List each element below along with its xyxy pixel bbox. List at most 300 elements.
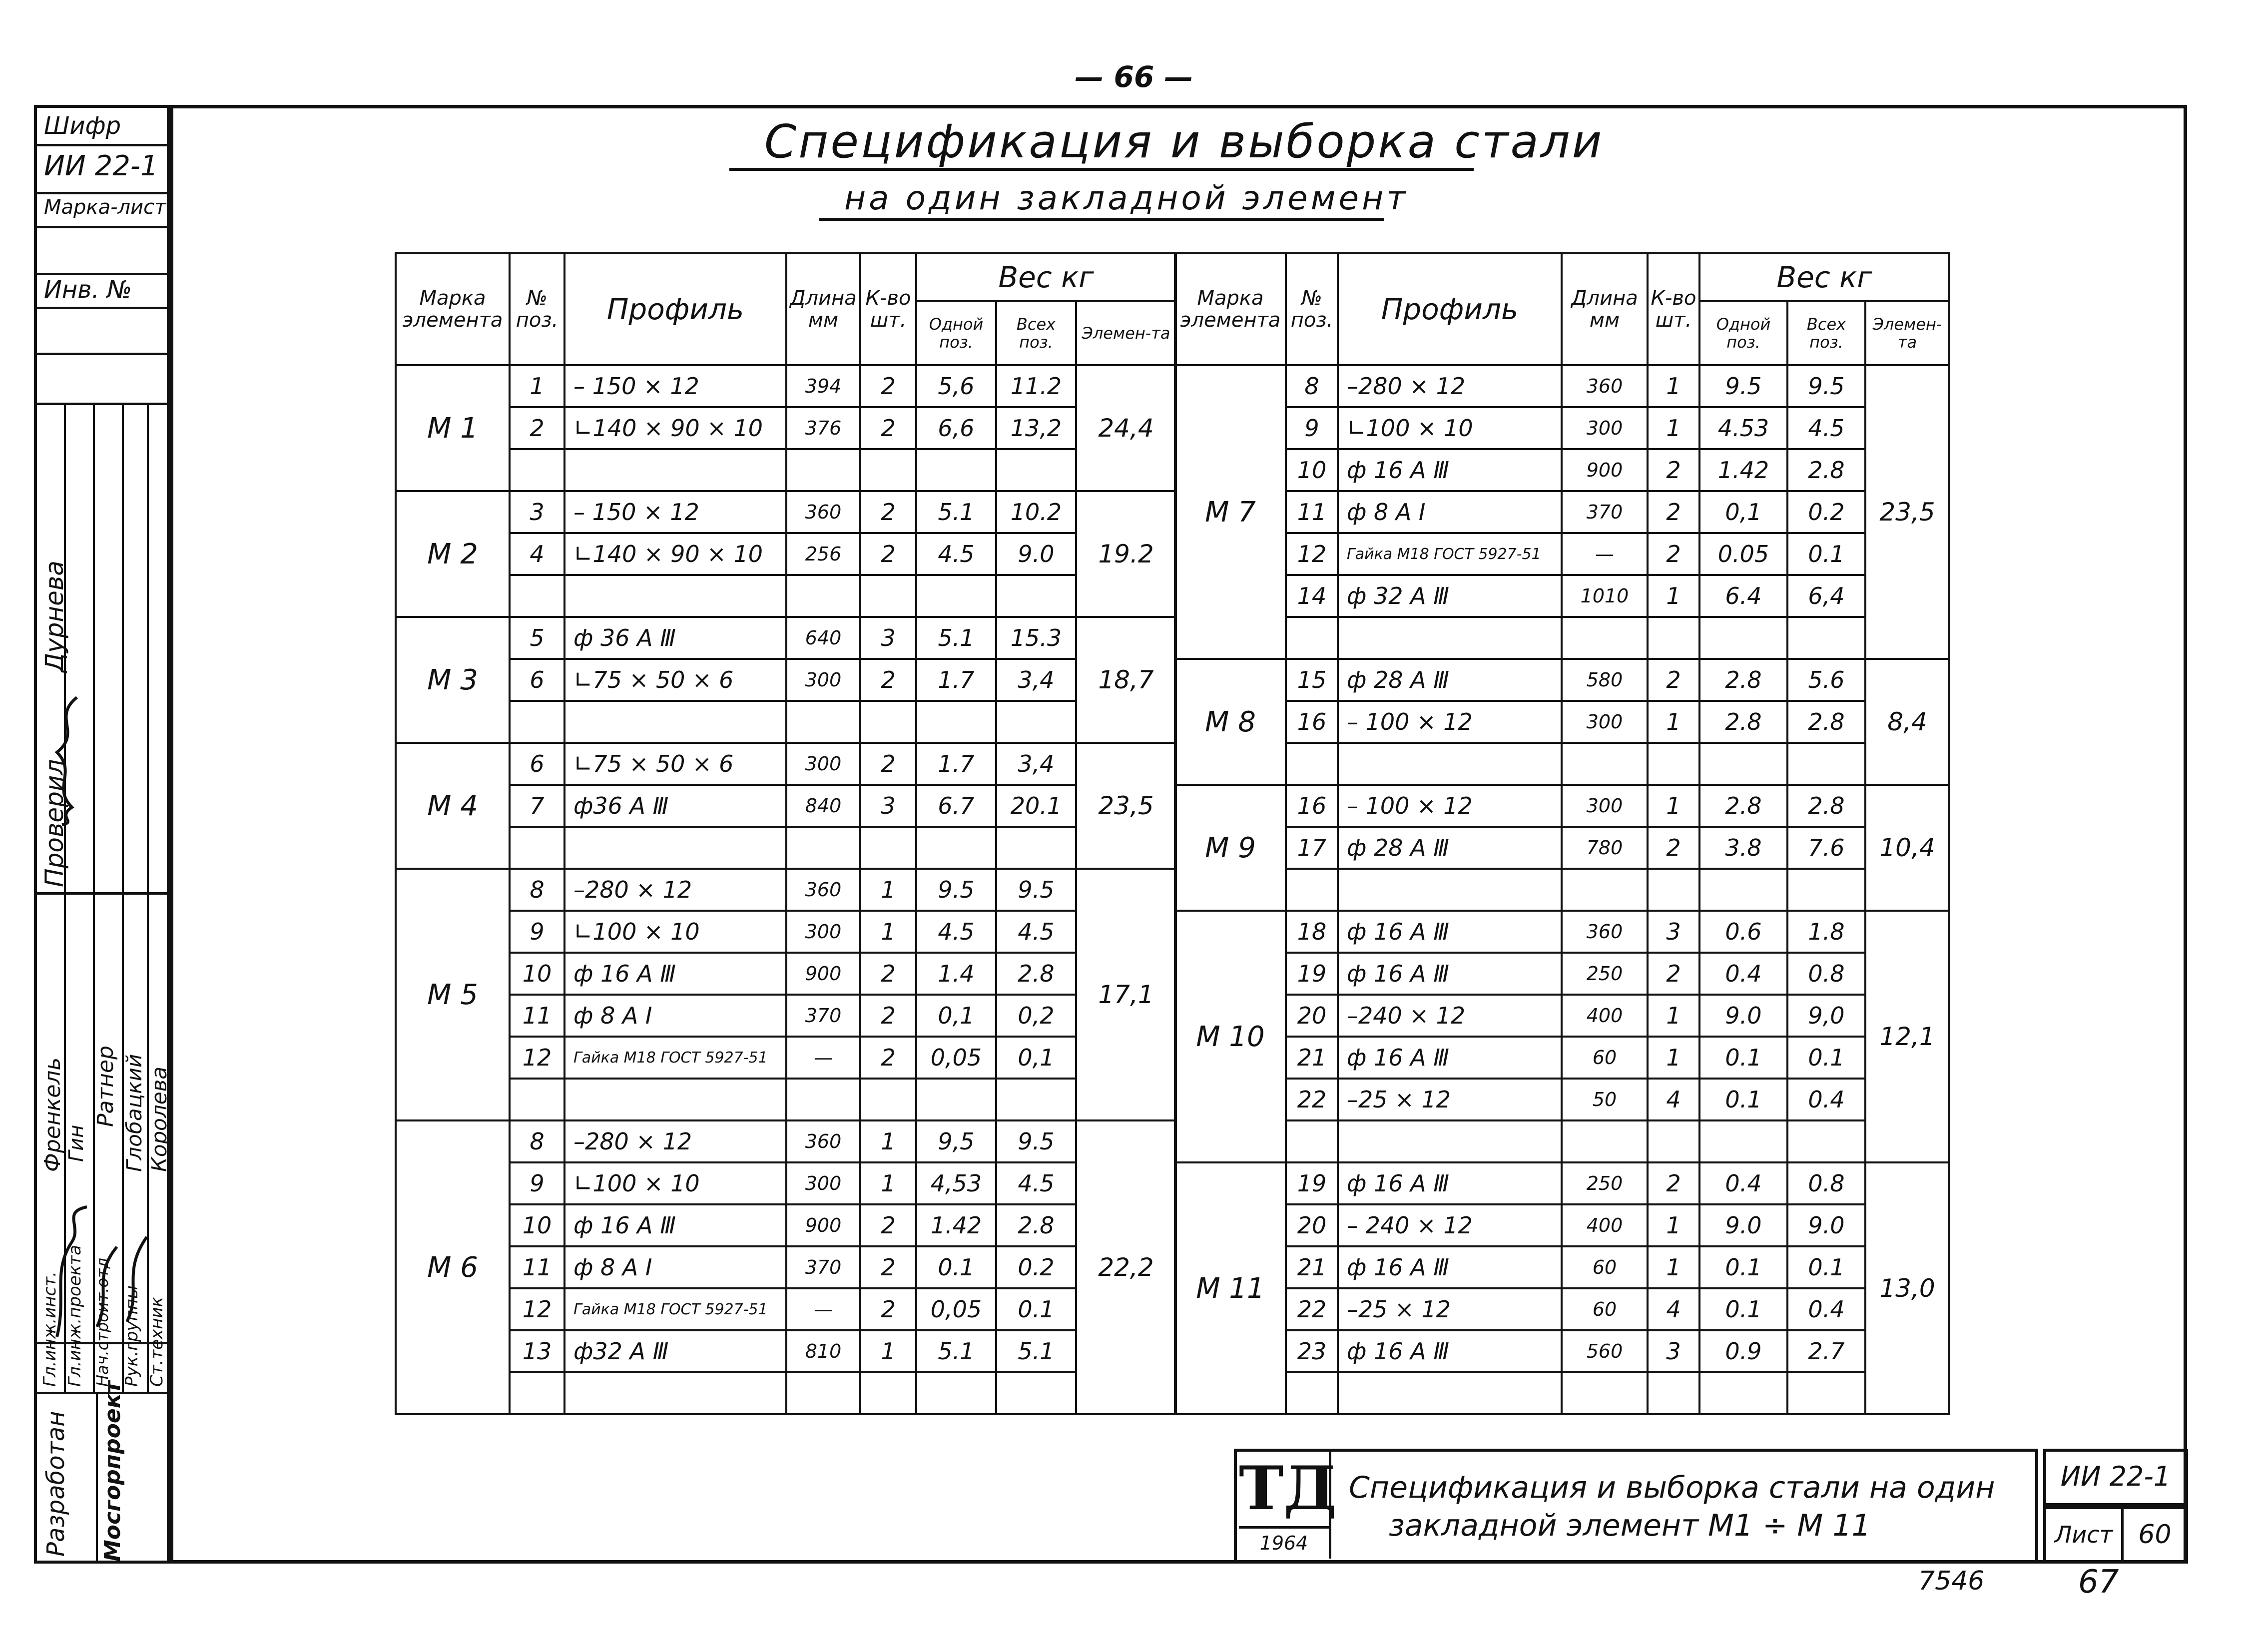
inventory-label: Инв. № bbox=[44, 276, 132, 304]
length-cell: 560 bbox=[1562, 1330, 1648, 1372]
weight-all-cell: 0.8 bbox=[1787, 1162, 1865, 1204]
table-row-blank bbox=[396, 449, 1176, 491]
table-row bbox=[396, 617, 1176, 659]
empty-cell bbox=[1338, 1372, 1562, 1414]
length-cell: 360 bbox=[1562, 365, 1648, 407]
empty-cell bbox=[860, 827, 916, 869]
weight-one-cell: 0.6 bbox=[1699, 911, 1787, 953]
weight-one-cell: 6.7 bbox=[916, 785, 996, 827]
length-cell: 580 bbox=[1562, 659, 1648, 701]
weight-all-cell: 0.4 bbox=[1787, 1288, 1865, 1330]
sheet-label: Лист bbox=[2046, 1509, 2124, 1561]
element-mark: М 7 bbox=[1175, 365, 1286, 659]
length-cell: 360 bbox=[786, 1120, 860, 1162]
empty-cell bbox=[1338, 1120, 1562, 1162]
position-number: 19 bbox=[1286, 1162, 1338, 1204]
empty-cell bbox=[1562, 617, 1648, 659]
weight-all-cell: 4.5 bbox=[996, 1162, 1076, 1204]
length-cell: 300 bbox=[786, 743, 860, 785]
quantity-cell: 3 bbox=[1648, 911, 1699, 953]
profile-cell: ∟100 × 10 bbox=[564, 911, 786, 953]
sheet-value: 60 bbox=[2138, 1520, 2172, 1550]
developed-label: Разработан bbox=[42, 1411, 70, 1557]
quantity-cell: 2 bbox=[860, 491, 916, 533]
weight-all-cell: 4.5 bbox=[1787, 407, 1865, 449]
weight-all-cell: 9,0 bbox=[1787, 995, 1865, 1037]
weight-all-cell: 9.5 bbox=[996, 869, 1076, 911]
length-cell: 640 bbox=[786, 617, 860, 659]
weight-all-cell: 10.2 bbox=[996, 491, 1076, 533]
weight-all-cell: 0.8 bbox=[1787, 953, 1865, 995]
table-row bbox=[396, 743, 1176, 785]
empty-cell bbox=[1787, 617, 1865, 659]
profile-cell: Гайка М18 ГОСТ 5927-51 bbox=[1338, 533, 1562, 575]
page-number: — 66 — bbox=[1075, 60, 1193, 94]
empty-cell bbox=[1699, 1120, 1787, 1162]
empty-cell bbox=[510, 701, 564, 743]
position-number: 4 bbox=[510, 533, 564, 575]
position-number: 8 bbox=[510, 869, 564, 911]
quantity-cell: 1 bbox=[1648, 785, 1699, 827]
empty-cell bbox=[860, 701, 916, 743]
archive-number: 7546 bbox=[1918, 1566, 1985, 1596]
table-row bbox=[396, 533, 1176, 575]
header-weight-element: Элемен-та bbox=[1865, 301, 1949, 365]
position-number: 10 bbox=[510, 1204, 564, 1246]
profile-cell: ф 8 А Ⅰ bbox=[564, 1246, 786, 1288]
header-weight-element: Элемен-та bbox=[1076, 301, 1176, 365]
table-row bbox=[396, 1330, 1176, 1372]
name-koroleva: Королева bbox=[147, 1066, 171, 1172]
quantity-cell: 2 bbox=[1648, 953, 1699, 995]
empty-cell bbox=[1338, 869, 1562, 911]
element-total: 13,0 bbox=[1865, 1162, 1949, 1414]
weight-one-cell: 3.8 bbox=[1699, 827, 1787, 869]
empty-cell bbox=[996, 1372, 1076, 1414]
length-cell: 360 bbox=[1562, 911, 1648, 953]
weight-one-cell: 1.7 bbox=[916, 743, 996, 785]
quantity-cell: 2 bbox=[860, 365, 916, 407]
role-technician: Ст.техник bbox=[147, 1296, 167, 1387]
profile-cell: –25 × 12 bbox=[1338, 1079, 1562, 1120]
weight-one-cell: 1.42 bbox=[1699, 449, 1787, 491]
position-number: 19 bbox=[1286, 953, 1338, 995]
weight-all-cell: 0,2 bbox=[996, 995, 1076, 1037]
table-row bbox=[1175, 533, 1949, 575]
position-number: 15 bbox=[1286, 659, 1338, 701]
position-number: 6 bbox=[510, 659, 564, 701]
weight-one-cell: 9.0 bbox=[1699, 1204, 1787, 1246]
empty-cell bbox=[510, 1372, 564, 1414]
table-row bbox=[1175, 1330, 1949, 1372]
code-value: ИИ 22-1 bbox=[44, 150, 158, 182]
position-number: 5 bbox=[510, 617, 564, 659]
weight-one-cell: 1.42 bbox=[916, 1204, 996, 1246]
weight-one-cell: 0.1 bbox=[1699, 1079, 1787, 1120]
profile-cell: ф 8 А Ⅰ bbox=[1338, 491, 1562, 533]
weight-all-cell: 20.1 bbox=[996, 785, 1076, 827]
stamp-title-line2: закладной элемент М1 ÷ М 11 bbox=[1389, 1508, 1871, 1543]
length-cell: 60 bbox=[1562, 1246, 1648, 1288]
element-total: 18,7 bbox=[1076, 617, 1176, 743]
table-row bbox=[1175, 911, 1949, 953]
element-total: 23,5 bbox=[1076, 743, 1176, 869]
weight-one-cell: 0,05 bbox=[916, 1037, 996, 1079]
weight-one-cell: 5.1 bbox=[916, 1330, 996, 1372]
header-weight-all: Всех поз. bbox=[996, 301, 1076, 365]
weight-one-cell: 0.4 bbox=[1699, 1162, 1787, 1204]
table-row bbox=[1175, 491, 1949, 533]
table-row-blank bbox=[396, 1079, 1176, 1120]
table-row bbox=[1175, 1079, 1949, 1120]
element-total: 8,4 bbox=[1865, 659, 1949, 785]
position-number: 22 bbox=[1286, 1288, 1338, 1330]
weight-one-cell: 9.0 bbox=[1699, 995, 1787, 1037]
profile-cell: – 100 × 12 bbox=[1338, 701, 1562, 743]
weight-one-cell: 5,6 bbox=[916, 365, 996, 407]
profile-cell: ф 36 А Ⅲ bbox=[564, 617, 786, 659]
weight-one-cell: 0.9 bbox=[1699, 1330, 1787, 1372]
table-row-blank bbox=[1175, 617, 1949, 659]
empty-cell bbox=[1699, 869, 1787, 911]
quantity-cell: 2 bbox=[860, 1246, 916, 1288]
table-row bbox=[1175, 827, 1949, 869]
empty-cell bbox=[860, 575, 916, 617]
quantity-cell: 1 bbox=[1648, 1204, 1699, 1246]
element-total: 10,4 bbox=[1865, 785, 1949, 911]
empty-cell bbox=[1562, 743, 1648, 785]
position-number: 10 bbox=[1286, 449, 1338, 491]
position-number: 8 bbox=[1286, 365, 1338, 407]
position-number: 9 bbox=[510, 1162, 564, 1204]
table-row-blank bbox=[396, 701, 1176, 743]
organization-name: Мосгорпроект bbox=[100, 1380, 125, 1562]
length-cell: 60 bbox=[1562, 1288, 1648, 1330]
weight-one-cell: 0.1 bbox=[916, 1246, 996, 1288]
length-cell: 400 bbox=[1562, 995, 1648, 1037]
side-title-block bbox=[34, 105, 170, 1564]
weight-one-cell: 4,53 bbox=[916, 1162, 996, 1204]
weight-one-cell: 0,05 bbox=[916, 1288, 996, 1330]
position-number: 14 bbox=[1286, 575, 1338, 617]
table-row bbox=[1175, 785, 1949, 827]
profile-cell: ф 28 А Ⅲ bbox=[1338, 659, 1562, 701]
weight-one-cell: 1.4 bbox=[916, 953, 996, 995]
profile-cell: –280 × 12 bbox=[564, 869, 786, 911]
weight-all-cell: 3,4 bbox=[996, 659, 1076, 701]
stamp-year: 1964 bbox=[1239, 1526, 1329, 1558]
header-weight: Вес кг bbox=[1699, 253, 1949, 301]
table-row bbox=[1175, 575, 1949, 617]
empty-cell bbox=[510, 1079, 564, 1120]
empty-cell bbox=[996, 1079, 1076, 1120]
empty-cell bbox=[564, 1372, 786, 1414]
weight-one-cell: 0.05 bbox=[1699, 533, 1787, 575]
table-row bbox=[396, 1037, 1176, 1079]
table-row bbox=[396, 785, 1176, 827]
empty-cell bbox=[916, 1372, 996, 1414]
subtitle-underline bbox=[819, 218, 1384, 221]
length-cell: 60 bbox=[1562, 1037, 1648, 1079]
weight-all-cell: 0.1 bbox=[1787, 1246, 1865, 1288]
length-cell: 810 bbox=[786, 1330, 860, 1372]
table-row bbox=[396, 1246, 1176, 1288]
table-row bbox=[1175, 1246, 1949, 1288]
weight-one-cell: 0.1 bbox=[1699, 1246, 1787, 1288]
length-cell: 394 bbox=[786, 365, 860, 407]
element-total: 23,5 bbox=[1865, 365, 1949, 659]
length-cell: 360 bbox=[786, 869, 860, 911]
table-row bbox=[396, 1288, 1176, 1330]
empty-cell bbox=[510, 575, 564, 617]
profile-cell: ф 8 А Ⅰ bbox=[564, 995, 786, 1037]
header-length: Длина мм bbox=[786, 253, 860, 365]
position-number: 12 bbox=[510, 1037, 564, 1079]
name-frenkel: Френкель bbox=[40, 1057, 65, 1172]
empty-cell bbox=[1286, 869, 1338, 911]
quantity-cell: 1 bbox=[1648, 365, 1699, 407]
weight-all-cell: 0.1 bbox=[996, 1288, 1076, 1330]
length-cell: 1010 bbox=[1562, 575, 1648, 617]
empty-cell bbox=[564, 449, 786, 491]
quantity-cell: 1 bbox=[1648, 575, 1699, 617]
weight-one-cell: 5.1 bbox=[916, 491, 996, 533]
header-mark: Марка элемента bbox=[1175, 253, 1286, 365]
empty-cell bbox=[1787, 743, 1865, 785]
element-mark: М 8 bbox=[1175, 659, 1286, 785]
weight-one-cell: 6,6 bbox=[916, 407, 996, 449]
position-number: 16 bbox=[1286, 785, 1338, 827]
position-number: 18 bbox=[1286, 911, 1338, 953]
empty-cell bbox=[786, 575, 860, 617]
position-number: 3 bbox=[510, 491, 564, 533]
empty-cell bbox=[996, 575, 1076, 617]
empty-cell bbox=[786, 701, 860, 743]
td-logo: ТД bbox=[1239, 1453, 1337, 1524]
position-number: 23 bbox=[1286, 1330, 1338, 1372]
position-number: 21 bbox=[1286, 1246, 1338, 1288]
element-mark: М 10 bbox=[1175, 911, 1286, 1162]
sheet-mark-label: Марка-лист bbox=[44, 196, 166, 219]
signature-icon bbox=[47, 687, 87, 827]
profile-cell: ф 16 А Ⅲ bbox=[564, 953, 786, 995]
quantity-cell: 2 bbox=[860, 659, 916, 701]
checked-by-label: Проверил bbox=[40, 759, 69, 887]
length-cell: 370 bbox=[1562, 491, 1648, 533]
spec-table-right bbox=[1174, 252, 1950, 1415]
quantity-cell: 2 bbox=[860, 953, 916, 995]
weight-all-cell: 13,2 bbox=[996, 407, 1076, 449]
quantity-cell: 2 bbox=[1648, 1162, 1699, 1204]
quantity-cell: 1 bbox=[860, 1120, 916, 1162]
element-mark: М 2 bbox=[396, 491, 510, 617]
table-row bbox=[1175, 1288, 1949, 1330]
stamp-logo bbox=[1239, 1451, 1337, 1559]
quantity-cell: 2 bbox=[860, 1204, 916, 1246]
weight-all-cell: 0.4 bbox=[1787, 1079, 1865, 1120]
empty-cell bbox=[1648, 743, 1699, 785]
header-length: Длина мм bbox=[1562, 253, 1648, 365]
quantity-cell: 1 bbox=[860, 1330, 916, 1372]
profile-cell: ф 16 А Ⅲ bbox=[1338, 449, 1562, 491]
empty-cell bbox=[1699, 1372, 1787, 1414]
empty-cell bbox=[1562, 869, 1648, 911]
weight-all-cell: 1.8 bbox=[1787, 911, 1865, 953]
profile-cell: Гайка М18 ГОСТ 5927-51 bbox=[564, 1288, 786, 1330]
element-mark: М 9 bbox=[1175, 785, 1286, 911]
weight-all-cell: 0,1 bbox=[996, 1037, 1076, 1079]
page-index-number: 67 bbox=[2078, 1564, 2119, 1601]
table-row-blank bbox=[1175, 869, 1949, 911]
weight-one-cell: 0.1 bbox=[1699, 1288, 1787, 1330]
stamp-title-line1: Спецификация и выборка стали на один bbox=[1349, 1470, 1995, 1505]
weight-one-cell: 5.1 bbox=[916, 617, 996, 659]
length-cell: 780 bbox=[1562, 827, 1648, 869]
table-row bbox=[1175, 365, 1949, 407]
weight-one-cell: 2.8 bbox=[1699, 659, 1787, 701]
empty-cell bbox=[916, 449, 996, 491]
profile-cell: –240 × 12 bbox=[1338, 995, 1562, 1037]
quantity-cell: 4 bbox=[1648, 1079, 1699, 1120]
profile-cell: –280 × 12 bbox=[1338, 365, 1562, 407]
profile-cell: ф 16 А Ⅲ bbox=[1338, 1246, 1562, 1288]
element-mark: М 1 bbox=[396, 365, 510, 491]
profile-cell: –280 × 12 bbox=[564, 1120, 786, 1162]
profile-cell: ∟75 × 50 × 6 bbox=[564, 743, 786, 785]
profile-cell: – 150 × 12 bbox=[564, 491, 786, 533]
empty-cell bbox=[860, 449, 916, 491]
empty-cell bbox=[1699, 743, 1787, 785]
length-cell: — bbox=[786, 1288, 860, 1330]
weight-all-cell: 11.2 bbox=[996, 365, 1076, 407]
table-row bbox=[396, 869, 1176, 911]
weight-one-cell: 4.5 bbox=[916, 911, 996, 953]
header-profile: Профиль bbox=[564, 253, 786, 365]
heading-subtitle: на один закладной элемент bbox=[844, 179, 1409, 217]
quantity-cell: 1 bbox=[1648, 1246, 1699, 1288]
weight-all-cell: 7.6 bbox=[1787, 827, 1865, 869]
length-cell: 900 bbox=[1562, 449, 1648, 491]
weight-all-cell: 2.8 bbox=[996, 1204, 1076, 1246]
heading-title: Спецификация и выборка стали bbox=[764, 115, 1604, 168]
element-mark: М 6 bbox=[396, 1120, 510, 1414]
checker-name: Дурнева bbox=[40, 560, 69, 672]
quantity-cell: 2 bbox=[1648, 449, 1699, 491]
element-mark: М 5 bbox=[396, 869, 510, 1120]
stamp-title bbox=[1349, 1469, 2043, 1545]
header-quantity: К-во шт. bbox=[1648, 253, 1699, 365]
header-weight: Вес кг bbox=[916, 253, 1176, 301]
weight-all-cell: 2.8 bbox=[996, 953, 1076, 995]
quantity-cell: 2 bbox=[860, 743, 916, 785]
empty-cell bbox=[786, 1372, 860, 1414]
empty-cell bbox=[564, 575, 786, 617]
empty-cell bbox=[786, 827, 860, 869]
position-number: 12 bbox=[510, 1288, 564, 1330]
empty-cell bbox=[786, 449, 860, 491]
position-number: 9 bbox=[510, 911, 564, 953]
weight-all-cell: 2.8 bbox=[1787, 449, 1865, 491]
table-row-blank bbox=[396, 575, 1176, 617]
weight-one-cell: 1.7 bbox=[916, 659, 996, 701]
table-row bbox=[1175, 995, 1949, 1037]
empty-cell bbox=[996, 827, 1076, 869]
profile-cell: ф32 А Ⅲ bbox=[564, 1330, 786, 1372]
profile-cell: ∟100 × 10 bbox=[1338, 407, 1562, 449]
quantity-cell: 2 bbox=[860, 1037, 916, 1079]
profile-cell: ф 16 А Ⅲ bbox=[1338, 1162, 1562, 1204]
length-cell: 360 bbox=[786, 491, 860, 533]
table-row bbox=[1175, 1204, 1949, 1246]
empty-cell bbox=[1648, 1372, 1699, 1414]
empty-cell bbox=[1338, 743, 1562, 785]
quantity-cell: 1 bbox=[1648, 995, 1699, 1037]
weight-all-cell: 2.7 bbox=[1787, 1330, 1865, 1372]
empty-cell bbox=[1648, 617, 1699, 659]
empty-cell bbox=[1787, 869, 1865, 911]
table-row-blank bbox=[396, 1372, 1176, 1414]
empty-cell bbox=[996, 701, 1076, 743]
empty-cell bbox=[1286, 1372, 1338, 1414]
quantity-cell: 4 bbox=[1648, 1288, 1699, 1330]
length-cell: — bbox=[1562, 533, 1648, 575]
position-number: 21 bbox=[1286, 1037, 1338, 1079]
profile-cell: ф 32 А Ⅲ bbox=[1338, 575, 1562, 617]
profile-cell: – 240 × 12 bbox=[1338, 1204, 1562, 1246]
position-number: 11 bbox=[510, 1246, 564, 1288]
empty-cell bbox=[1648, 1120, 1699, 1162]
code-label: Шифр bbox=[44, 112, 121, 140]
profile-cell: ∟100 × 10 bbox=[564, 1162, 786, 1204]
weight-all-cell: 0.1 bbox=[1787, 533, 1865, 575]
profile-cell: – 100 × 12 bbox=[1338, 785, 1562, 827]
empty-cell bbox=[1338, 617, 1562, 659]
table-row bbox=[1175, 953, 1949, 995]
header-weight-all: Всех поз. bbox=[1787, 301, 1865, 365]
quantity-cell: 1 bbox=[860, 911, 916, 953]
header-weight-one: Одной поз. bbox=[916, 301, 996, 365]
name-ratner: Ратнер bbox=[93, 1046, 118, 1127]
table-row bbox=[396, 365, 1176, 407]
quantity-cell: 2 bbox=[1648, 491, 1699, 533]
element-total: 12,1 bbox=[1865, 911, 1949, 1162]
weight-all-cell: 4.5 bbox=[996, 911, 1076, 953]
position-number: 6 bbox=[510, 743, 564, 785]
table-row bbox=[396, 911, 1176, 953]
weight-one-cell: 2.8 bbox=[1699, 701, 1787, 743]
empty-cell bbox=[564, 827, 786, 869]
empty-cell bbox=[1787, 1120, 1865, 1162]
profile-cell: ф 16 А Ⅲ bbox=[1338, 1037, 1562, 1079]
quantity-cell: 2 bbox=[860, 995, 916, 1037]
profile-cell: ф36 А Ⅲ bbox=[564, 785, 786, 827]
empty-cell bbox=[996, 449, 1076, 491]
weight-one-cell: 9.5 bbox=[916, 869, 996, 911]
length-cell: 300 bbox=[786, 911, 860, 953]
empty-cell bbox=[510, 449, 564, 491]
empty-cell bbox=[1562, 1372, 1648, 1414]
header-mark: Марка элемента bbox=[396, 253, 510, 365]
empty-cell bbox=[1699, 617, 1787, 659]
table-row bbox=[396, 1162, 1176, 1204]
weight-all-cell: 9.0 bbox=[996, 533, 1076, 575]
name-globatsky: Глобацкий bbox=[122, 1054, 146, 1172]
weight-all-cell: 15.3 bbox=[996, 617, 1076, 659]
position-number: 7 bbox=[510, 785, 564, 827]
weight-all-cell: 5.1 bbox=[996, 1330, 1076, 1372]
stamp-code: ИИ 22-1 bbox=[2043, 1449, 2188, 1506]
profile-cell: ф 28 А Ⅲ bbox=[1338, 827, 1562, 869]
